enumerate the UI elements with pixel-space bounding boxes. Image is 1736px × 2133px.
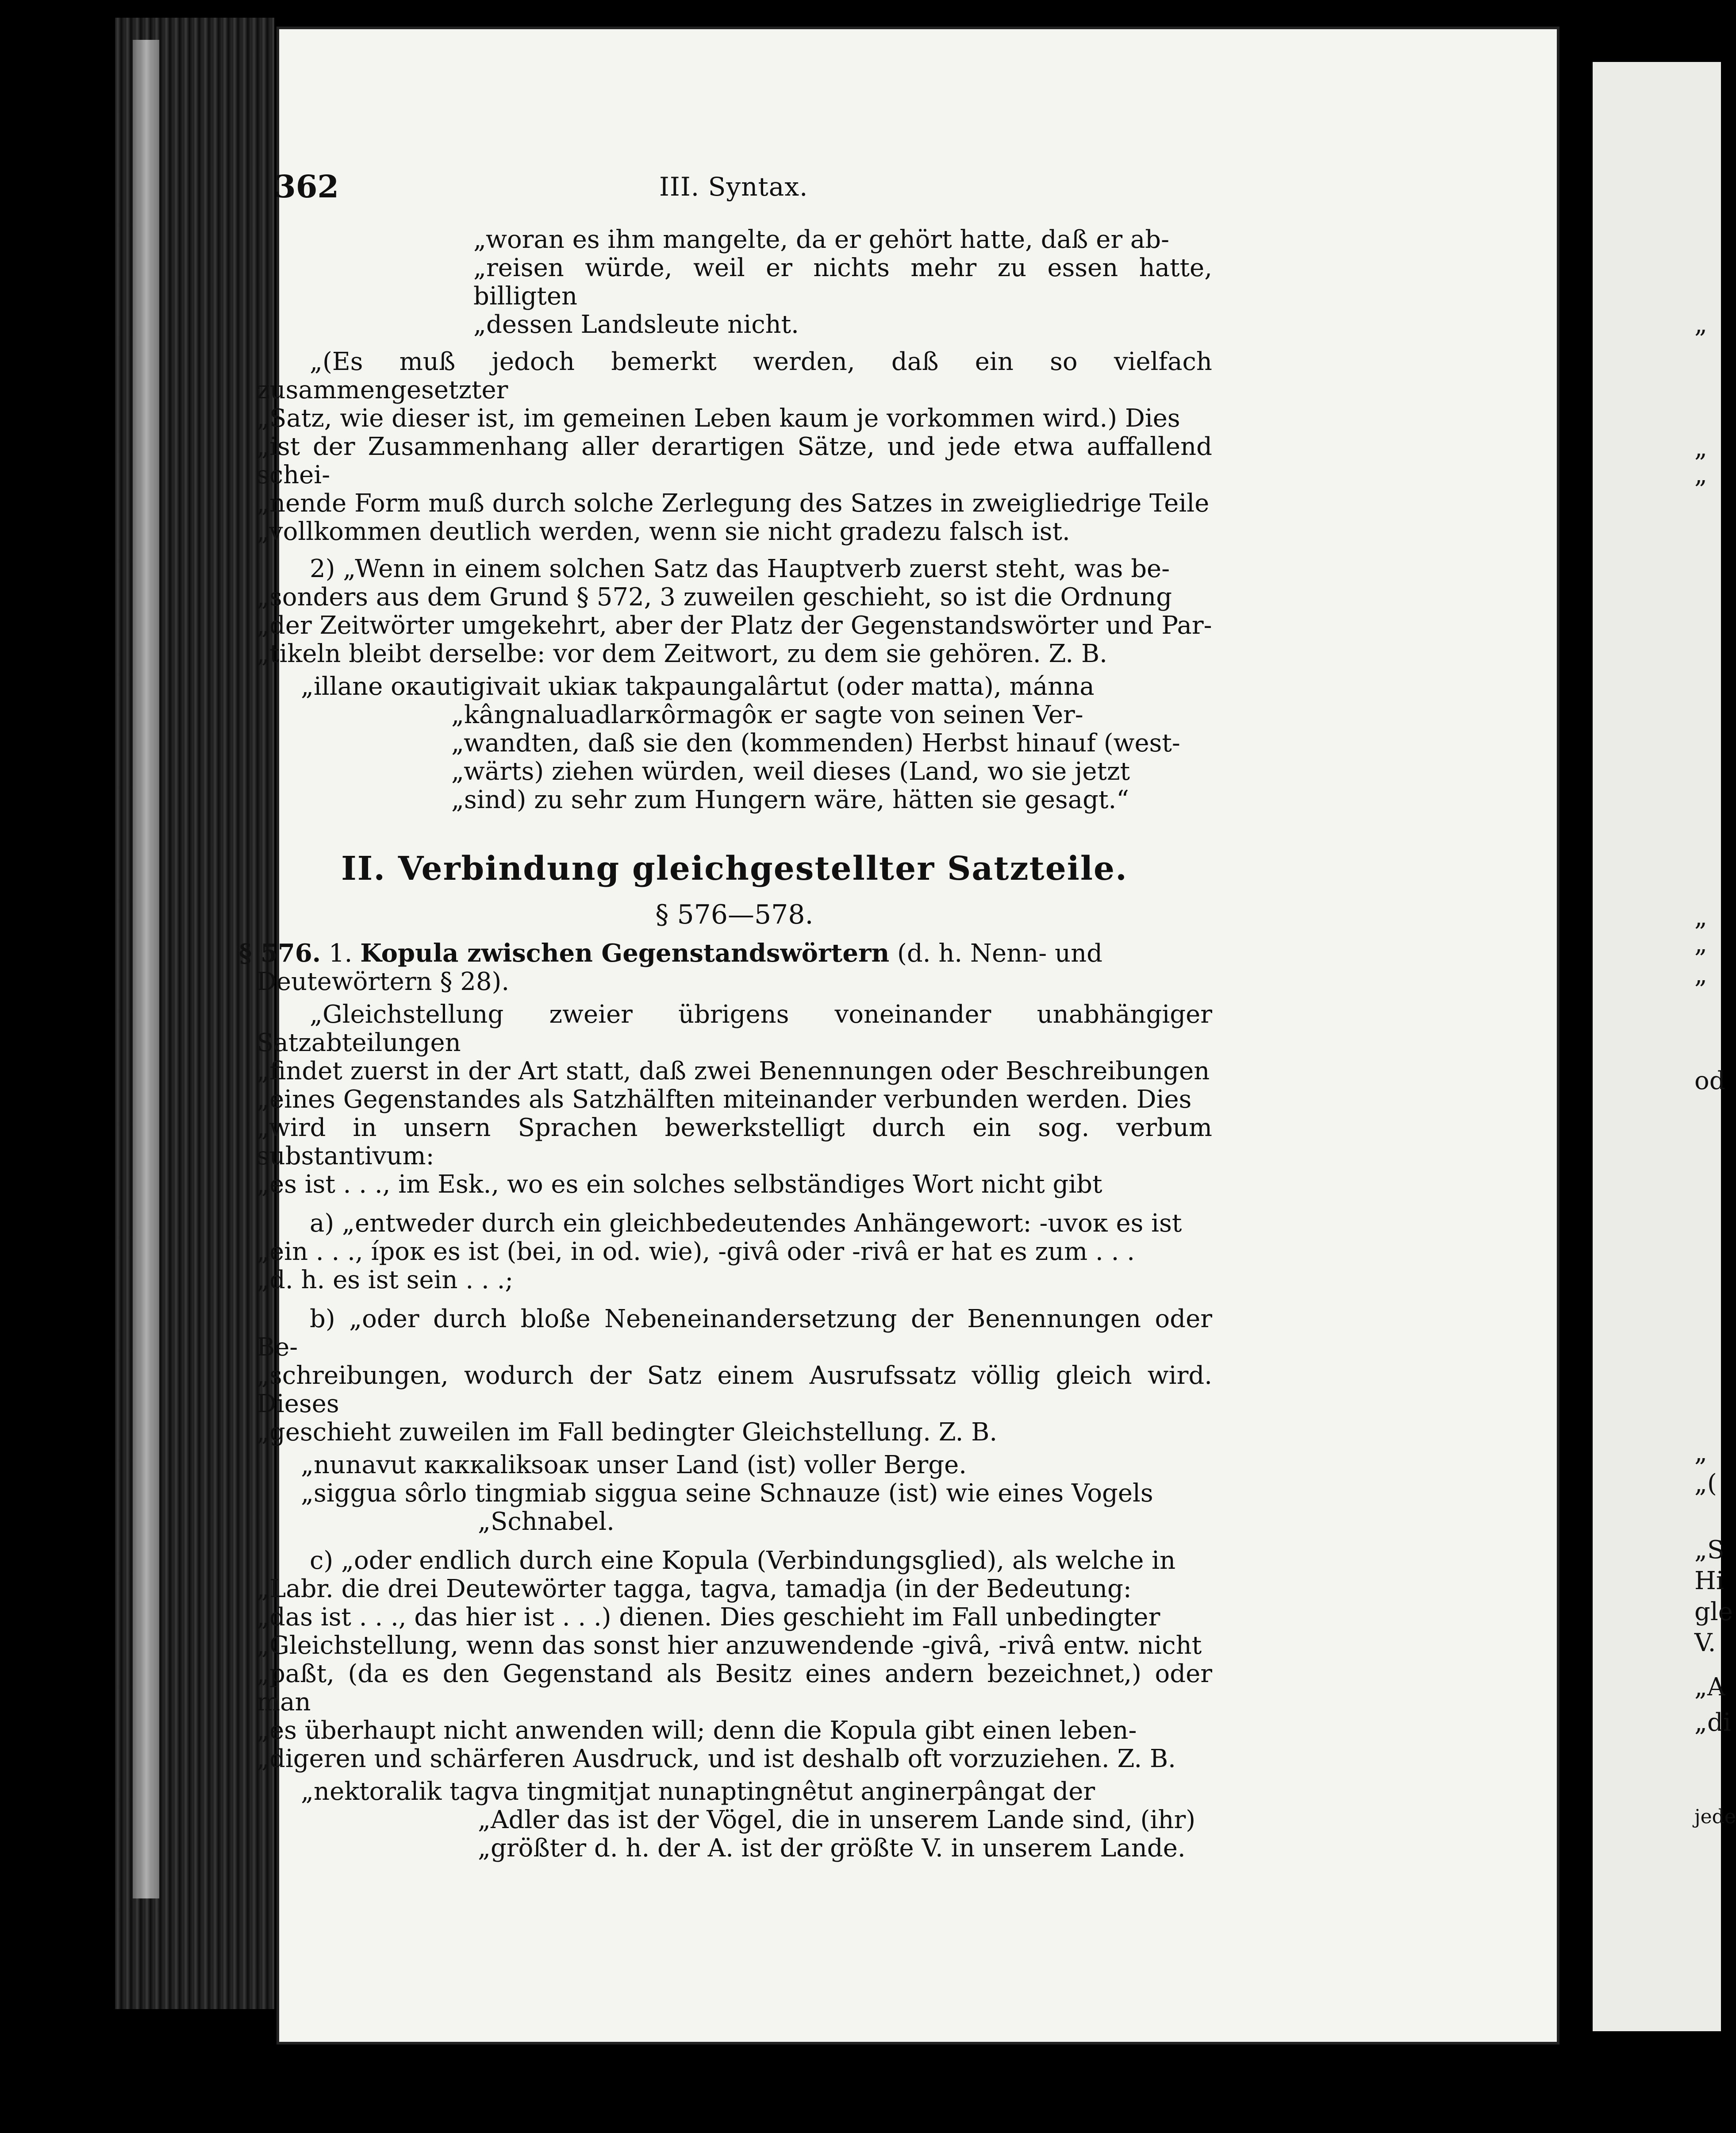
example-1 bbox=[257, 673, 1212, 814]
text-line: a) „entweder durch ein gleichbedeutendes Anhängewort: -uvoк es ist bbox=[310, 1209, 1182, 1238]
right-fragment: „ bbox=[1694, 434, 1708, 462]
note-paragraph bbox=[257, 348, 1212, 546]
text-line: „reisen würde, weil er nichts mehr zu essen hatte, billigten bbox=[473, 254, 1212, 311]
page-header bbox=[257, 168, 1212, 217]
example-line: „wandten, daß sie den (kommenden) Herbst hinauf (west- bbox=[451, 729, 1180, 758]
example-line: „Adler das ist der Vögel, die in unserem Lande sind, (ihr) bbox=[478, 1806, 1196, 1834]
right-fragment: Hi bbox=[1694, 1567, 1724, 1595]
page-content bbox=[239, 168, 1212, 1863]
paragraph-title-note: (d. h. Nenn- und Deutewörtern § 28). bbox=[257, 939, 1102, 996]
text-line: „geschieht zuweilen im Fall bedingter Gleichstellung. Z. B. bbox=[257, 1418, 998, 1447]
example-line: „nunavut кaккaliksoaк unser Land (ist) voller Berge. bbox=[301, 1451, 967, 1479]
text-line: „digeren und schärferen Ausdruck, und ist deshalb oft vorzuziehen. Z. B. bbox=[257, 1744, 1176, 1773]
right-fragment: gle bbox=[1694, 1598, 1733, 1626]
right-fragment: od bbox=[1694, 1066, 1725, 1095]
example-line: „nektoralik tagva tingmitjat nunaptingnêtut anginerpângat der bbox=[301, 1777, 1095, 1806]
paragraph-title: Kopula zwischen Gegenstandswörtern bbox=[360, 939, 890, 968]
right-fragment: „ bbox=[1694, 929, 1708, 958]
text-line: c) „oder endlich durch eine Kopula (Verbindungsglied), als welche in bbox=[310, 1546, 1176, 1575]
text-line: „nende Form muß durch solche Zerlegung des Satzes in zweigliedrige Teile bbox=[257, 489, 1210, 518]
section-heading: II. Verbindung gleichgestellter Satzteile. bbox=[341, 850, 1128, 888]
text-line: „eines Gegenstandes als Satzhälften miteinander verbunden werden. Dies bbox=[257, 1085, 1192, 1114]
text-line: „d. h. es ist sein . . .; bbox=[257, 1266, 514, 1294]
right-fragment: „( bbox=[1694, 1469, 1717, 1498]
example-line: „sind) zu sehr zum Hungern wäre, hätten sie gesagt.“ bbox=[451, 785, 1129, 814]
text-line: „das ist . . ., das hier ist . . .) dienen. Dies geschieht im Fall unbedingter bbox=[257, 1603, 1160, 1632]
paragraph-576-heading bbox=[239, 939, 1212, 996]
right-fragment: jede bbox=[1694, 1806, 1736, 1828]
example-line: „größter d. h. der A. ist der größte V. in unserem Lande. bbox=[478, 1834, 1186, 1863]
text-line: „findet zuerst in der Art statt, daß zwei Benennungen oder Beschreibungen bbox=[257, 1057, 1210, 1086]
top-quote bbox=[473, 226, 1212, 339]
item-b bbox=[257, 1305, 1212, 1447]
example-line: „illane oкautigivait ukiaк takpaungalârtut (oder matta), mánna bbox=[301, 672, 1095, 701]
text-line: „ist der Zusammenhang aller derartigen Sätze, und jede etwa auffallend schei- bbox=[257, 432, 1212, 489]
paragraph-number: § 576. bbox=[239, 939, 321, 968]
right-fragment: V. bbox=[1694, 1629, 1716, 1657]
text-line: „ein . . ., ípoк es ist (bei, in od. wie), -givâ oder -rivâ er hat es zum . . . bbox=[257, 1237, 1135, 1266]
text-line: „paßt, (da es den Gegenstand als Besitz eines andern bezeichnet,) oder man bbox=[257, 1659, 1212, 1717]
example-line: „wärts) ziehen würden, weil dieses (Land, wo sie jetzt bbox=[451, 757, 1130, 786]
text-line: „(Es muß jedoch bemerkt werden, daß ein so vielfach zusammengesetzter bbox=[257, 347, 1212, 404]
text-line: „schreibungen, wodurch der Satz einem Ausrufssatz völlig gleich wird. Dieses bbox=[257, 1361, 1212, 1418]
right-fragment: „ bbox=[1694, 310, 1708, 339]
text-line: „Gleichstellung, wenn das sonst hier anzuwendende -givâ, -rivâ entw. nicht bbox=[257, 1631, 1202, 1660]
book-page-right bbox=[1593, 62, 1736, 2031]
example-line: „siggua sôrlo tingmiab siggua seine Schnauze (ist) wie eines Vogels bbox=[301, 1479, 1153, 1508]
text-line: „tikeln bleibt derselbe: vor dem Zeitwort, zu dem sie gehören. Z. B. bbox=[257, 639, 1107, 668]
text-line: „dessen Landsleute nicht. bbox=[473, 310, 799, 339]
right-fragment: „di bbox=[1694, 1708, 1731, 1737]
text-line: „es ist . . ., im Esk., wo es ein solches selbständiges Wort nicht gibt bbox=[257, 1170, 1102, 1199]
text-line: b) „oder durch bloße Nebeneinandersetzung der Benennungen oder Be- bbox=[257, 1305, 1212, 1362]
text-line: „sonders aus dem Grund § 572, 3 zuweilen geschieht, so ist die Ordnung bbox=[257, 583, 1172, 612]
book-edge-highlight bbox=[133, 40, 159, 1898]
text-line: „der Zeitwörter umgekehrt, aber der Platz der Gegenstandswörter und Par- bbox=[257, 611, 1212, 640]
example-c bbox=[257, 1778, 1212, 1863]
example-line: „kângnaluadlarкôrmagôк er sagte von seinen Ver- bbox=[451, 701, 1083, 729]
paragraph-2 bbox=[257, 555, 1212, 668]
right-fragment: „ bbox=[1694, 903, 1708, 932]
right-fragment: „ bbox=[1694, 960, 1708, 989]
page-number: 362 bbox=[274, 168, 339, 205]
example-line: „Schnabel. bbox=[478, 1507, 615, 1536]
right-fragment: „ bbox=[1694, 460, 1708, 489]
right-fragment: „S bbox=[1694, 1536, 1724, 1564]
right-fragment: „A bbox=[1694, 1673, 1725, 1702]
text-line: 2) „Wenn in einem solchen Satz das Hauptverb zuerst steht, was be- bbox=[310, 554, 1170, 583]
paragraph-subnumber: 1. bbox=[328, 939, 353, 968]
text-line: „es überhaupt nicht anwenden will; denn die Kopula gibt einen leben- bbox=[257, 1716, 1137, 1745]
text-line: „Labr. die drei Deutewörter tagga, tagva, tamadja (in der Bedeutung: bbox=[257, 1575, 1132, 1603]
item-a bbox=[257, 1209, 1212, 1294]
running-title: III. Syntax. bbox=[659, 172, 808, 202]
section-range: § 576—578. bbox=[655, 899, 814, 930]
text-line: „vollkommen deutlich werden, wenn sie nicht gradezu falsch ist. bbox=[257, 517, 1070, 546]
right-fragment: „ bbox=[1694, 1438, 1708, 1467]
paragraph-576-body bbox=[257, 1001, 1212, 1199]
text-line: „woran es ihm mangelte, da er gehört hatte, daß er ab- bbox=[473, 225, 1170, 254]
text-line: „Satz, wie dieser ist, im gemeinen Leben kaum je vorkommen wird.) Dies bbox=[257, 404, 1180, 433]
item-c bbox=[257, 1547, 1212, 1773]
text-line: „Gleichstellung zweier übrigens voneinander unabhängiger Satzabteilungen bbox=[257, 1000, 1212, 1057]
text-line: „wird in unsern Sprachen bewerkstelligt durch ein sog. verbum substantivum: bbox=[257, 1113, 1212, 1170]
examples-b bbox=[257, 1451, 1212, 1536]
